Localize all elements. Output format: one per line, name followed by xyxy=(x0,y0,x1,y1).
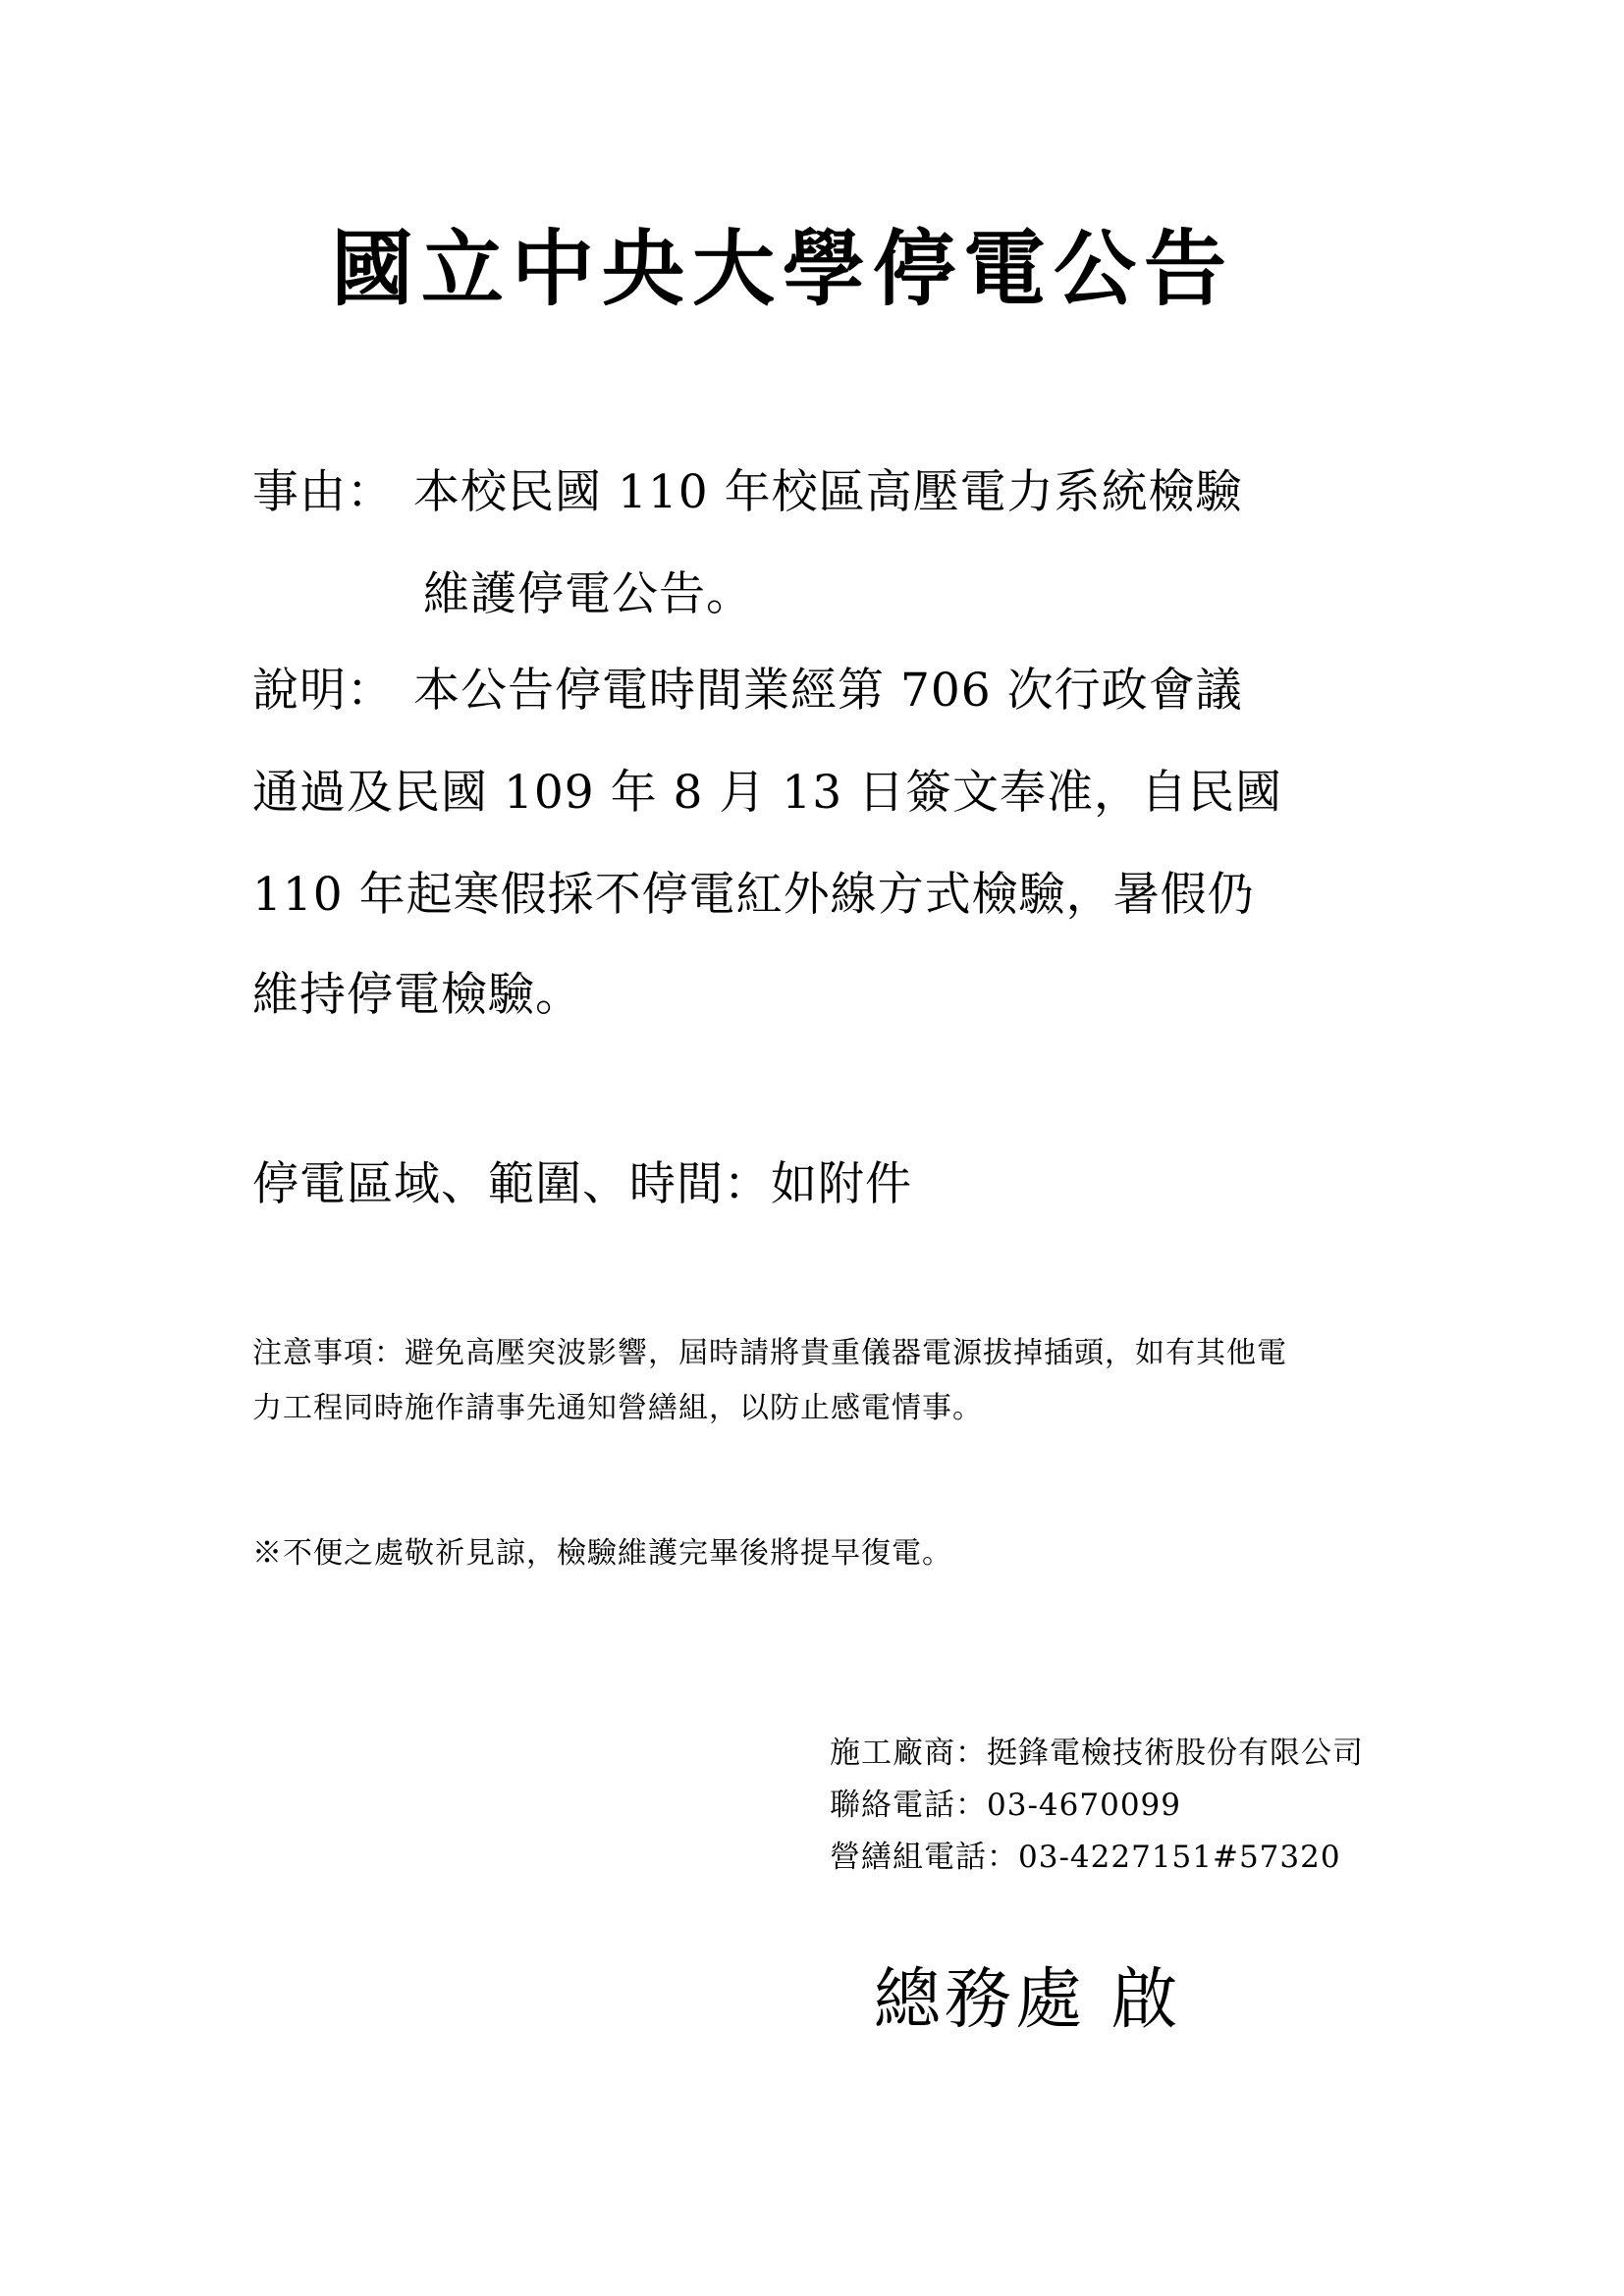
contractor-info: 施工廠商：挺鋒電檢技術股份有限公司 xyxy=(830,1735,1364,1771)
reason-label: 事由： xyxy=(252,465,394,519)
notice-line-1: 注意事項：避免高壓突波影響，屆時請將貴重儀器電源拔掉插頭，如有其他電 xyxy=(252,1336,1287,1370)
description-line-1: 本公告停電時間業經第 706 次行政會議 xyxy=(413,664,1243,718)
description-line-2: 通過及民國 109 年 8 月 13 日簽文奉准，自民國 xyxy=(252,766,1283,820)
reason-line-1: 本校民國 110 年校區高壓電力系統檢驗 xyxy=(413,465,1243,519)
contact-phone: 聯絡電話：03-4670099 xyxy=(830,1788,1181,1823)
description-label: 說明： xyxy=(252,664,394,718)
campus-phone: 營繕組電話：03-4227151#57320 xyxy=(830,1840,1341,1875)
outage-area: 停電區域、範圍、時間：如附件 xyxy=(252,1157,912,1211)
reason-line-2: 維護停電公告。 xyxy=(423,567,753,621)
signature: 總務處 啟 xyxy=(874,1961,1182,2039)
description-line-4: 維持停電檢驗。 xyxy=(252,968,582,1022)
page-title: 國立中央大學停電公告 xyxy=(331,220,1235,317)
apology-note: ※不便之處敬祈見諒，檢驗維護完畢後將提早復電。 xyxy=(252,1536,952,1571)
description-line-3: 110 年起寒假採不停電紅外線方式檢驗，暑假仍 xyxy=(252,868,1255,922)
notice-line-2: 力工程同時施作請事先通知營繕組，以防止感電情事。 xyxy=(252,1391,983,1425)
